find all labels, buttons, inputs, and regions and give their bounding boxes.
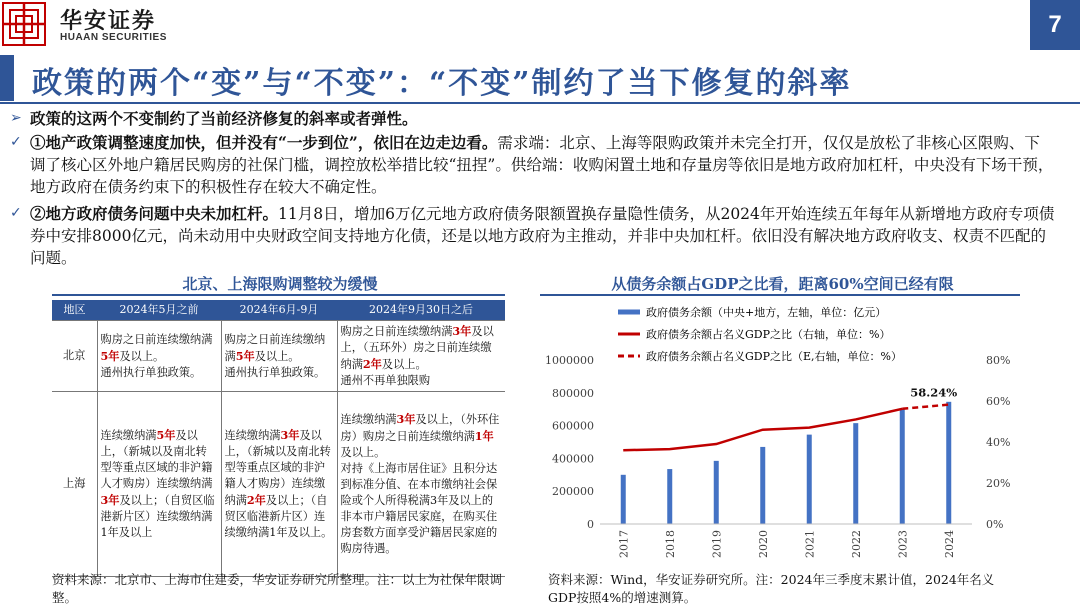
y-right-tick-label: 60% <box>986 395 1011 408</box>
bar <box>714 461 719 524</box>
arrow-bullet-icon: ➢ <box>10 110 22 126</box>
legend-label: 政府债务余额占名义GDP之比（E,右轴，单位：%） <box>646 350 902 363</box>
y-left-tick-label: 200000 <box>552 485 594 499</box>
y-right-tick-label: 20% <box>986 477 1011 490</box>
y-left-tick-label: 1000000 <box>545 354 594 367</box>
table-header-cell: 2024年9月30日之后 <box>337 300 505 321</box>
left-axis-labels <box>545 354 594 531</box>
chart-legend <box>618 305 902 363</box>
right-axis-labels <box>986 354 1010 531</box>
table-header-cell: 2024年5月之前 <box>97 300 221 321</box>
x-tick-label: 2017 <box>617 530 631 558</box>
debt-gdp-chart <box>540 297 1020 569</box>
chart-title-rule <box>540 294 1020 296</box>
property-lead: ①地产政策调整速度加快，但并没有“一步到位”，依旧在边走边看。 <box>30 133 498 152</box>
table-cell: 连续缴纳满5年及以上，（新城以及南北转型等重点区域的非沪籍人才购房）连续缴纳满3年及以上；（自贸区临港新片区）连续缴纳满1年及以上 <box>97 392 221 577</box>
table-cell: 连续缴纳满3年及以上，（外环住房）购房之日前连续缴纳满1年及以上。 对持《上海市居住证》且积分达到标准分值、在本市缴纳社会保险或个人所得税满3年及以上的非本市户籍居民家庭，在购买住房套数方面享受沪籍居民家庭的购房待遇。 <box>337 392 505 577</box>
page-number: 7 <box>1030 0 1080 50</box>
chart-title: 从债务余额占GDP之比看，距离60%空间已经有限 <box>611 275 954 293</box>
check-bullet-icon: ✓ <box>10 205 22 221</box>
brand-name-en: HUAAN SECURITIES <box>60 32 167 43</box>
bar <box>807 435 812 524</box>
data-label: 58.24% <box>910 385 958 400</box>
x-tick-label: 2024 <box>942 530 956 558</box>
x-tick-label: 2019 <box>710 530 724 558</box>
debt-detail: 11月8日，增加6万亿元地方政府债务限额置换存量隐性债务，从2024年开始连续五年每年从新增地方政府专项债券中安排8000亿元，尚未动用中央财政空间支持地方化债，还是以地方政府为主推动，并非中央加杠杆。依旧没有解决地方政府收支、权责不匹配的问题。 <box>30 205 1055 267</box>
bar <box>946 402 951 524</box>
x-tick-label: 2018 <box>663 530 677 558</box>
y-left-tick-label: 0 <box>587 518 594 531</box>
bar <box>667 469 672 524</box>
paragraph-debt <box>30 203 1055 269</box>
bar <box>621 475 626 524</box>
table-title-rule <box>52 294 505 296</box>
table-row <box>52 321 505 392</box>
y-right-tick-label: 80% <box>986 354 1011 367</box>
table-cell: 连续缴纳满3年及以上，（新城以及南北转型等重点区域的非沪籍人才购房）连续缴纳满2年及以上；（自贸区临港新片区）连续缴纳满1年及以上。 <box>221 392 337 577</box>
title-divider <box>0 102 1080 104</box>
bar <box>853 423 858 524</box>
bar-series <box>621 402 952 524</box>
purchase-restriction-table <box>52 300 505 577</box>
table-cell: 购房之日前连续缴纳满5年及以上。 通州执行单独政策。 <box>97 321 221 392</box>
table-source-note: 资料来源：北京市、上海市住建委，华安证券研究所整理。注：以上为社保年限调整。 <box>52 572 503 605</box>
check-bullet-icon: ✓ <box>10 134 22 150</box>
table-cell: 购房之日前连续缴纳满5年及以上。 通州执行单独政策。 <box>221 321 337 392</box>
title-accent-bar <box>0 55 14 101</box>
bar <box>900 408 905 524</box>
table-header-cell: 2024年6月-9月 <box>221 300 337 321</box>
property-detail: 需求端：北京、上海等限购政策并未完全打开，仅仅是放松了非核心区限购、下调了核心区外地户籍居民购房的社保门槛，调控放松举措比较“扭捏”。供给端：收购闲置土地和存量房等依旧是地方政府加杠杆，中央没有下场干预，地方政府在债务约束下的积极性存在较大不确定性。 <box>30 134 1054 196</box>
x-tick-label: 2023 <box>896 530 910 558</box>
y-right-tick-label: 0% <box>986 518 1004 531</box>
legend-label: 政府债务余额占名义GDP之比（右轴，单位：%） <box>646 328 891 341</box>
y-left-tick-label: 800000 <box>552 386 594 400</box>
line-series-dashed <box>902 405 949 409</box>
paragraph-intro: 政策的这两个不变制约了当前经济修复的斜率或者弹性。 <box>30 109 418 128</box>
slide-title: 政策的两个“变”与“不变”：“不变”制约了当下修复的斜率 <box>32 66 852 101</box>
y-left-tick-label: 600000 <box>552 419 594 433</box>
table-header-cell: 地区 <box>52 300 97 321</box>
huaan-logo-icon <box>2 2 46 46</box>
paragraph-property <box>30 132 1055 198</box>
city-cell: 北京 <box>52 321 97 392</box>
x-tick-label: 2022 <box>849 530 863 558</box>
y-right-tick-label: 40% <box>986 436 1011 449</box>
chart-annotation <box>910 386 957 400</box>
table-cell: 购房之日前连续缴纳满3年及以上，（五环外）房之日前连续缴纳满2年及以上。 通州不再单独限购 <box>337 321 505 392</box>
table-header-row <box>52 300 505 321</box>
table-title: 北京、上海限购调整较为缓慢 <box>182 275 378 293</box>
line-series-solid <box>623 409 902 450</box>
legend-label: 政府债务余额（中央+地方，左轴，单位：亿元） <box>646 306 887 319</box>
y-left-tick-label: 400000 <box>552 452 594 466</box>
x-tick-label: 2020 <box>756 530 770 558</box>
chart-source-note: 资料来源：Wind，华安证券研究所。注：2024年三季度末累计值，2024年名义GDP按照4%的增速测算。 <box>548 572 995 605</box>
brand-name-cn: 华安证券 <box>60 8 157 34</box>
table-row <box>52 392 505 577</box>
debt-lead: ②地方政府债务问题中央未加杠杆。 <box>30 204 279 223</box>
x-axis-labels <box>600 524 972 558</box>
city-cell: 上海 <box>52 392 97 577</box>
bar <box>760 447 765 524</box>
x-tick-label: 2021 <box>803 530 817 558</box>
